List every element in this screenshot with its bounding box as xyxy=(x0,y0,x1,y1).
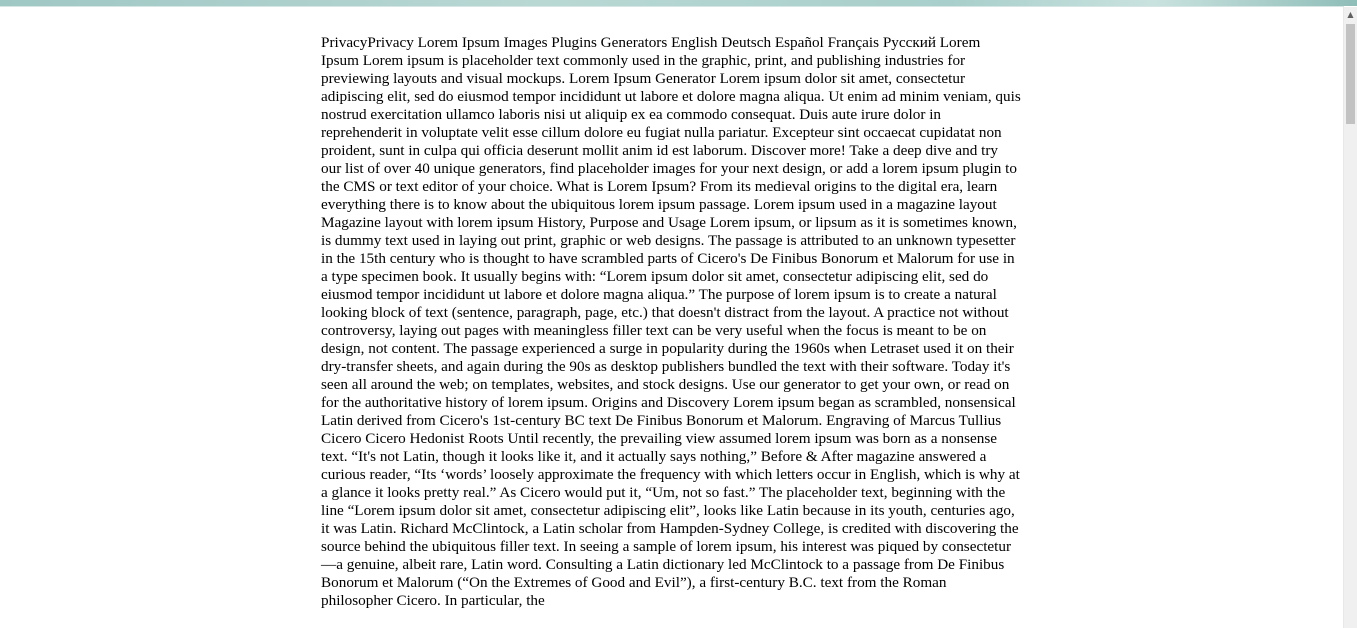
scroll-up-arrow-icon[interactable]: ▲ xyxy=(1347,9,1354,19)
page-body-text xyxy=(321,34,1021,610)
page-viewport xyxy=(0,7,1343,628)
scrollbar-thumb[interactable] xyxy=(1346,24,1355,124)
vertical-scrollbar[interactable] xyxy=(1343,7,1357,628)
body-text: PrivacyPrivacy Lorem Ipsum Images Plugins Generators English Deutsch Español Français Русский Lorem Ipsum Lorem ipsum is placeholder text commonly used in the graphic, print, and publishing industries for previewing layouts and visual mockups. Lorem Ipsum Generator Lorem ipsum dolor sit amet, consectetur adipiscing elit, sed do eiusmod tempor incididunt ut labore et dolore magna aliqua. Ut enim ad minim veniam, quis nostrud exercitation ullamco laboris nisi ut aliquip ex ea commodo consequat. Duis aute irure dolor in reprehenderit in voluptate velit esse cillum dolore eu fugiat nulla pariatur. Excepteur sint occaecat cupidatat non proident, sunt in culpa qui officia deserunt mollit anim id est laborum. Discover more! Take a deep dive and try our list of over 40 unique generators, find placeholder images for your next design, or add a lorem ipsum plugin to the CMS or text editor of your choice. What is Lorem Ipsum? From its medieval origins to the digital era, learn everything there is to know about the ubiquitous lorem ipsum passage. Lorem ipsum used in a magazine layout Magazine layout with lorem ipsum History, Purpose and Usage Lorem ipsum, or lipsum as it is sometimes known, is dummy text used in laying out print, graphic or web designs. The passage is attributed to an unknown typesetter in the 15th century who is thought to have scrambled parts of Cicero's De Finibus Bonorum et Malorum for use in a type specimen book. It usually begins with: “Lorem ipsum dolor sit amet, consectetur adipiscing elit, sed do eiusmod tempor incididunt ut labore et dolore magna aliqua.” The purpose of lorem ipsum is to create a natural looking block of text (sentence, paragraph, page, etc.) that doesn't distract from the layout. A practice not without controversy, laying out pages with meaningless filler text can be very useful when the focus is meant to be on design, not content. The passage experienced a surge in popularity during the 1960s when Letraset used it on their dry-transfer sheets, and again during the 90s as desktop publishers bundled the text with their software. Today it's seen all around the web; on templates, websites, and stock designs. Use our generator to get your own, or read on for the authoritative history of lorem ipsum. Origins and Discovery Lorem ipsum began as scrambled, nonsensical Latin derived from Cicero's 1st-century BC text De Finibus Bonorum et Malorum. Engraving of Marcus Tullius Cicero Cicero Hedonist Roots Until recently, the prevailing view assumed lorem ipsum was born as a nonsense text. “It's not Latin, though it looks like it, and it actually says nothing,” Before & After magazine answered a curious reader, “Its ‘words’ loosely approximate the frequency with which letters occur in English, which is why at a glance it looks pretty real.” As Cicero would put it, “Um, not so fast.” The placeholder text, beginning with the line “Lorem ipsum dolor sit amet, consectetur adipiscing elit”, looks like Latin because in its youth, centuries ago, it was Latin. Richard McClintock, a Latin scholar from Hampden-Sydney College, is credited with discovering the source behind the ubiquitous filler text. In seeing a sample of lorem ipsum, his interest was piqued by consectetur—a genuine, albeit rare, Latin word. Consulting a Latin dictionary led McClintock to a passage from De Finibus Bonorum et Malorum (“On the Extremes of Good and Evil”), a first-century B.C. text from the Roman philosopher Cicero. In particular, the xyxy=(321,34,1021,609)
